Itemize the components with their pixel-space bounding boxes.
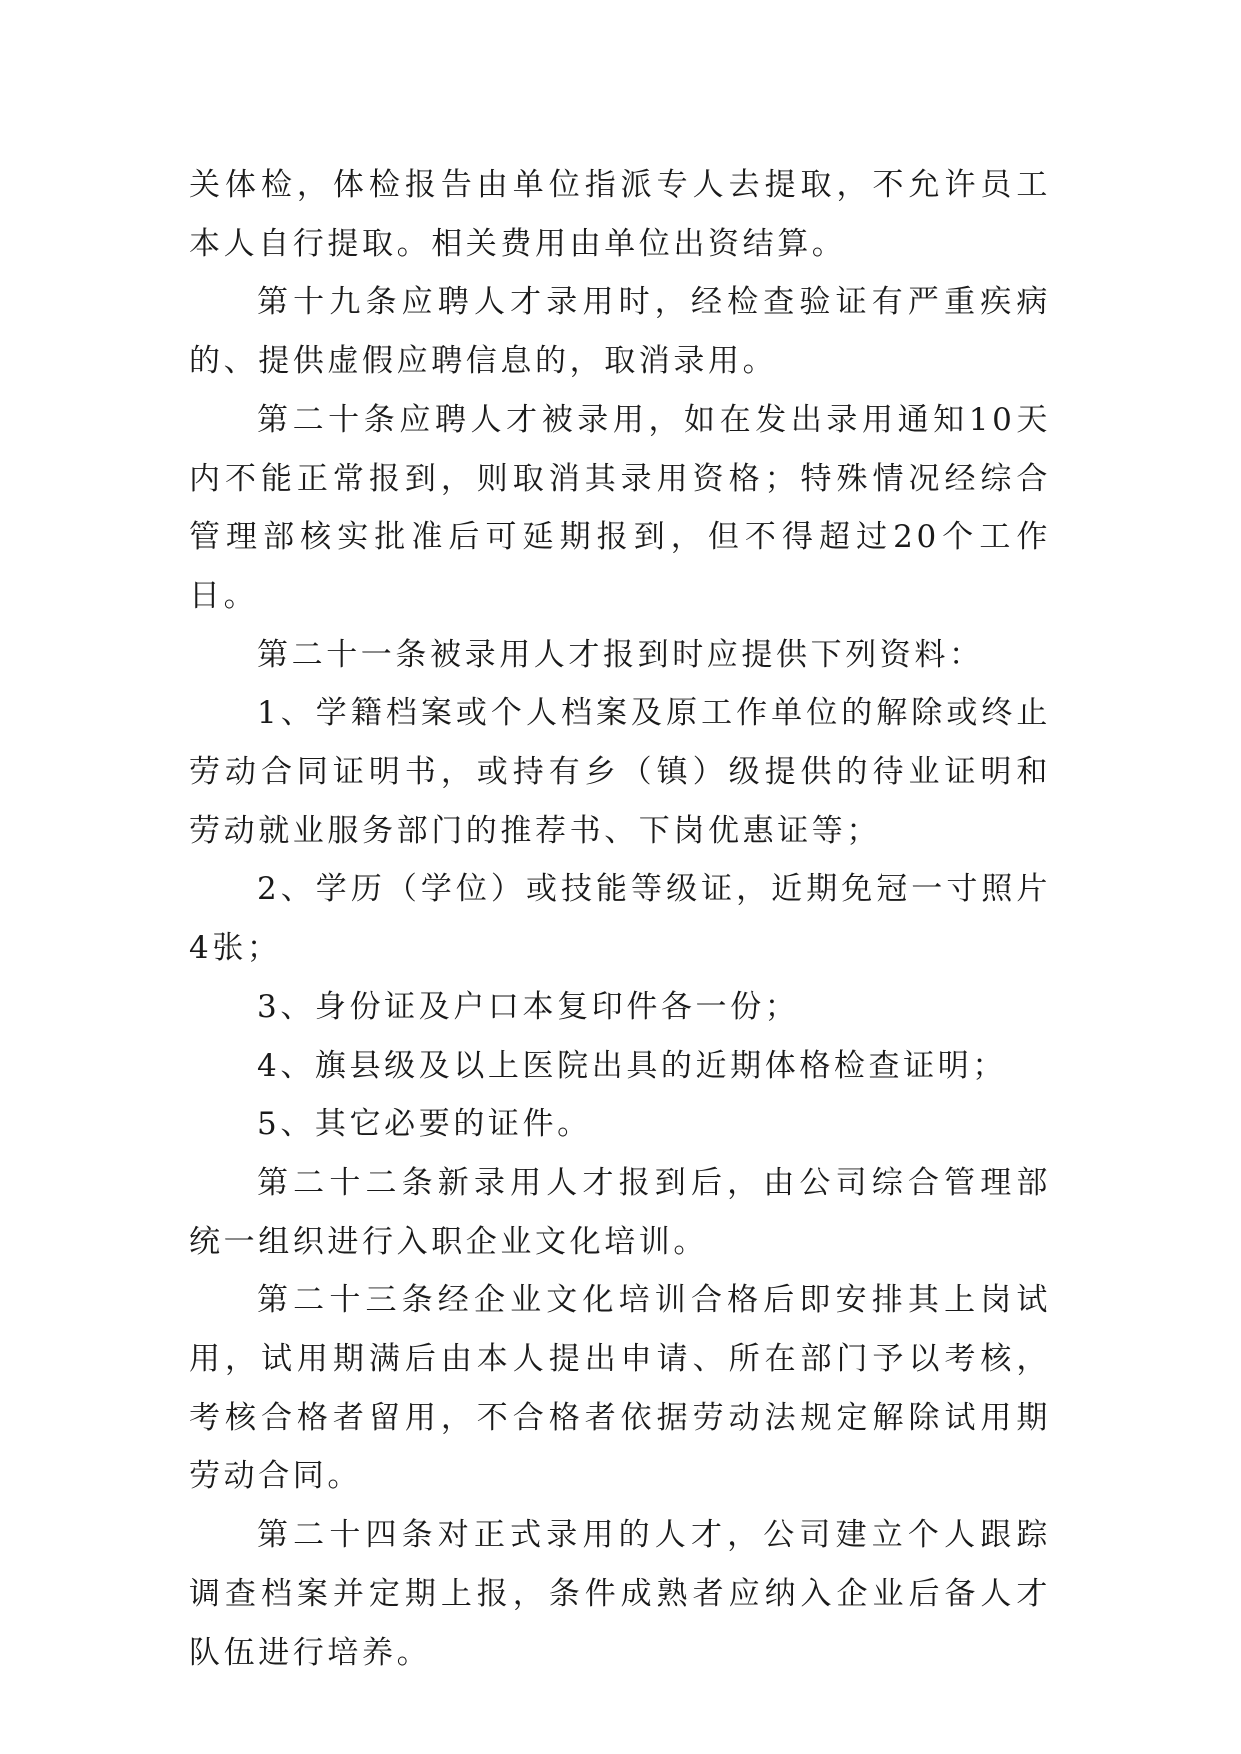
list-item-5: 5、其它必要的证件。 <box>257 1106 592 1143</box>
paragraph-article-22: 第二十二条新录用人才报到后，由公司综合管理部统一组织进行入职企业文化培训。 <box>189 1164 1051 1260</box>
list-item-2: 2、学历（学位）或技能等级证，近期免冠一寸照片4张； <box>189 871 1051 967</box>
list-item-1: 1、学籍档案或个人档案及原工作单位的解除或终止劳动合同证明书，或持有乡（镇）级提供的待业证明和劳动就业服务部门的推荐书、下岗优惠证等； <box>189 695 1051 849</box>
document-body <box>189 156 1051 1682</box>
paragraph-article-21: 第二十一条被录用人才报到时应提供下列资料： <box>257 636 984 673</box>
paragraph-article-23: 第二十三条经企业文化培训合格后即安排其上岗试用，试用期满后由本人提出申请、所在部门予以考核，考核合格者留用，不合格者依据劳动法规定解除试用期劳动合同。 <box>189 1282 1051 1495</box>
paragraph-article-24: 第二十四条对正式录用的人才，公司建立个人跟踪调查档案并定期上报，条件成熟者应纳入企业后备人才队伍进行培养。 <box>189 1517 1051 1671</box>
list-item-4: 4、旗县级及以上医院出具的近期体格检查证明； <box>257 1047 1007 1084</box>
paragraph-article-20: 第二十条应聘人才被录用，如在发出录用通知10天内不能正常报到，则取消其录用资格；特殊情况经综合管理部核实批准后可延期报到，但不得超过20个工作日。 <box>189 401 1051 614</box>
list-item-3: 3、身份证及户口本复印件各一份； <box>257 988 800 1025</box>
paragraph-article-19: 第十九条应聘人才录用时，经检查验证有严重疾病的、提供虚假应聘信息的，取消录用。 <box>189 284 1051 380</box>
paragraph-continuation: 关体检，体检报告由单位指派专人去提取，不允许员工本人自行提取。相关费用由单位出资结算。 <box>189 167 1051 262</box>
